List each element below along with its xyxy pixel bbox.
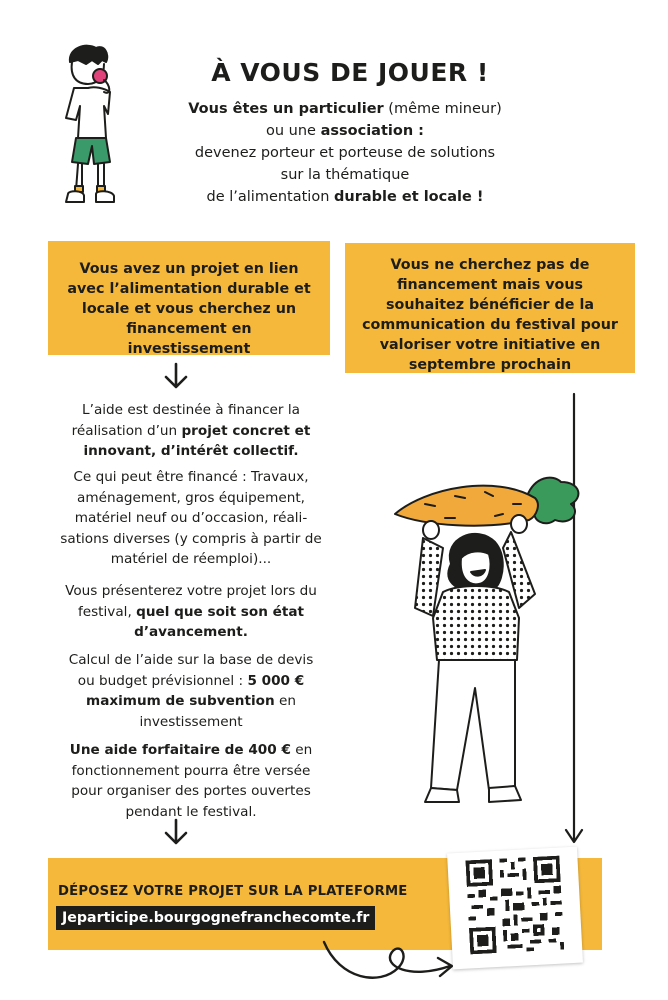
details-p1-text: L’aide est destinée à financer la réalisation d’un [71,402,300,439]
intro-line1-rest: (même mineur) [383,101,502,117]
left-info-box: Vous avez un projet en lien avec l’alimentation durable et locale et vous cherchez un financement en investissement [48,241,330,355]
details-paragraph-5 [60,740,322,822]
arrow-down-icon [162,818,190,846]
intro-line2-pre: ou une [266,123,321,139]
intro-line3: devenez porteur et porteuse de solutions [194,145,496,161]
curly-arrow-icon [320,930,460,990]
page-title: À VOUS DE JOUER ! [211,58,489,87]
intro-text [140,98,550,208]
right-info-box: Vous ne cherchez pas de financement mais vous souhaitez bénéficier de la communication du festival pour valoriser votre initiative en septembre prochain [345,243,635,373]
cta-title: DÉPOSEZ VOTRE PROJET SUR LA PLATEFORME [58,884,408,899]
details-p2-text: Ce qui peut être financé : Travaux, aménagement, gros équipement, matériel neuf ou d’occasion, réali-sations diverses (y compris à partir de matériel de réemploi)... [60,469,322,567]
qr-code-icon[interactable] [465,856,564,955]
details-paragraph-4 [60,650,322,732]
intro-line1-bold: Vous êtes un particulier [188,101,384,117]
details-p3-bold: quel que soit son état d’avancement. [134,603,305,640]
woman-carrot-illustration [385,468,585,823]
details-p1-bold: projet concret et innovant, d’intérêt collectif. [83,422,311,459]
intro-line5-bold: durable et locale ! [334,189,484,205]
qr-code-card[interactable] [447,847,583,970]
details-p4-bold: 5 000 € maximum de subvention [86,672,305,709]
boy-eating-illustration [48,40,138,215]
details-paragraph-2 [60,467,322,570]
platform-link[interactable]: Jeparticipe.bourgognefranchecomte.fr [56,906,375,930]
details-p5-bold: Une aide forfaitaire de 400 € [69,742,291,758]
arrow-down-icon [162,362,190,390]
details-p4-text: Calcul de l’aide sur la base de devis ou budget prévisionnel : [68,652,314,689]
details-paragraph-1 [60,400,322,462]
details-p4-post: en investissement [139,693,296,730]
intro-line5-pre: de l’alimentation [206,189,335,205]
details-p5-text: en fonctionnement pourra être versée pour organiser des portes ouvertes pendant le festival. [71,742,313,820]
details-paragraph-3 [60,581,322,643]
intro-line2-bold: association : [320,123,424,139]
intro-line4: sur la thématique [280,167,410,183]
details-p3-text: Vous présenterez votre projet lors du festival, [65,583,317,620]
